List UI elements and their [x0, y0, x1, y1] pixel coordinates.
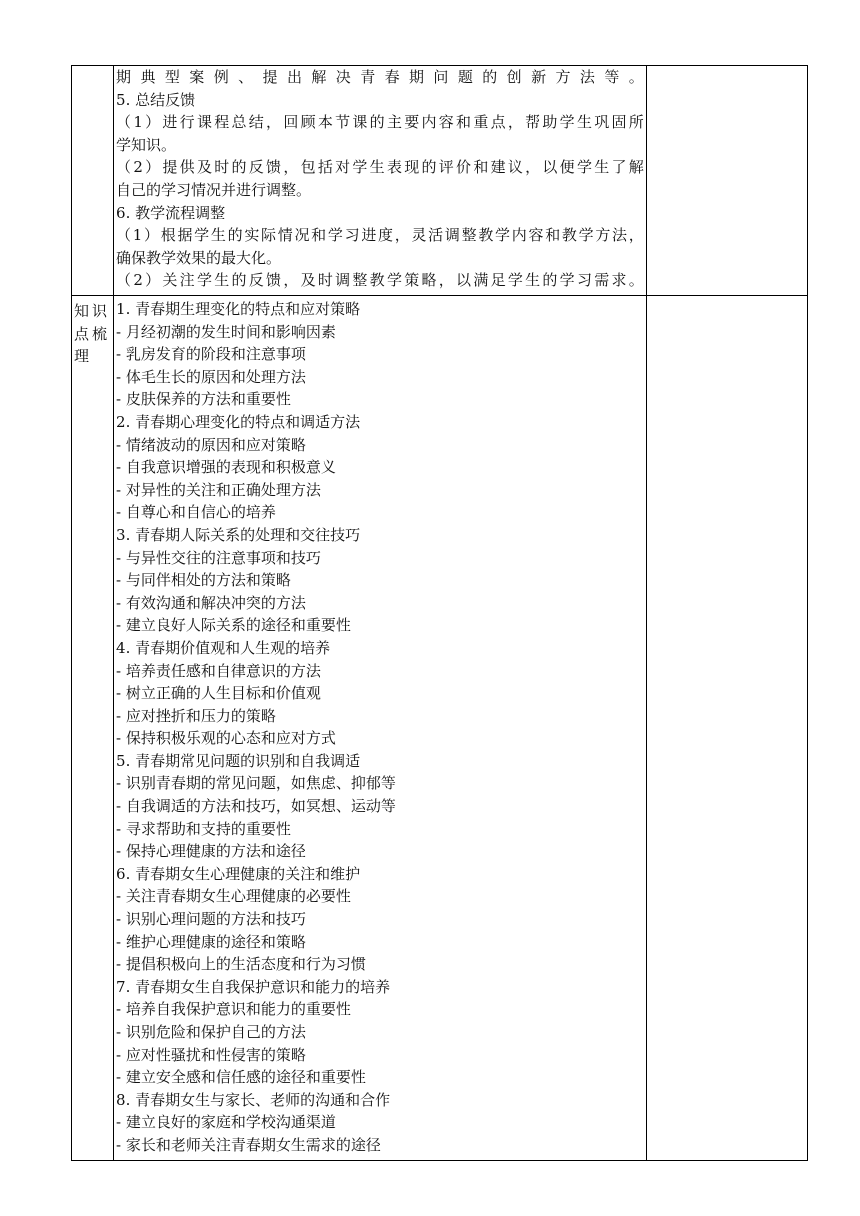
text-line: （2）提供及时的反馈，包括对学生表现的评价和建议，以便学生了解	[116, 158, 644, 177]
text-line: （1）根据学生的实际情况和学习进度，灵活调整教学内容和教学方法，	[116, 226, 644, 245]
text-line: 4. 青春期价值观和人生观的培养	[116, 638, 331, 657]
text-line: 自己的学习情况并进行调整。	[116, 180, 312, 199]
text-line: 5. 青春期常见问题的识别和自我调适	[116, 751, 361, 770]
text-line: - 自我调适的方法和技巧，如冥想、运动等	[116, 797, 396, 816]
text-line: - 提倡积极向上的生活态度和行为习惯	[116, 955, 366, 974]
teaching-process-content	[114, 66, 647, 296]
text-line: - 识别危险和保护自己的方法	[116, 1023, 306, 1041]
text-line: - 月经初潮的发生时间和影响因素	[116, 322, 336, 341]
text-line: - 关注青春期女生心理健康的必要性	[116, 887, 351, 906]
text-line: 3. 青春期人际关系的处理和交往技巧	[116, 525, 361, 544]
text-line: 确保教学效果的最大化。	[116, 248, 282, 267]
lesson-plan-table	[71, 65, 808, 1161]
notes-cell	[646, 296, 807, 1161]
text-line: - 维护心理健康的途径和策略	[116, 932, 306, 951]
text-line: （2）关注学生的反馈，及时调整教学策略，以满足学生的学习需求。	[116, 271, 644, 290]
table-row-teaching-process	[72, 66, 808, 296]
text-line: - 应对性骚扰和性侵害的策略	[116, 1045, 306, 1064]
text-line: （1）进行课程总结，回顾本节课的主要内容和重点，帮助学生巩固所	[116, 113, 644, 132]
text-line: - 培养自我保护意识和能力的重要性	[116, 1000, 351, 1019]
text-line: - 与异性交往的注意事项和技巧	[116, 548, 321, 567]
text-line: - 乳房发育的阶段和注意事项	[116, 345, 306, 364]
text-line: 6. 青春期女生心理健康的关注和维护	[116, 864, 361, 883]
text-line: - 有效沟通和解决冲突的方法	[116, 593, 306, 612]
text-line: 5. 总结反馈	[116, 90, 196, 109]
text-line: - 皮肤保养的方法和重要性	[116, 390, 291, 409]
text-line: 2. 青春期心理变化的特点和调适方法	[116, 412, 361, 431]
text-line: 学知识。	[116, 135, 177, 154]
text-line: - 培养责任感和自律意识的方法	[116, 661, 321, 680]
text-line: - 树立正确的人生目标和价值观	[116, 684, 321, 703]
text-line: - 自尊心和自信心的培养	[116, 503, 276, 522]
text-line: - 建立良好人际关系的途径和重要性	[116, 616, 351, 635]
table-row-knowledge-points	[72, 296, 808, 1161]
text-line: - 对异性的关注和正确处理方法	[116, 480, 321, 499]
text-line: 8. 青春期女生与家长、老师的沟通和合作	[116, 1090, 391, 1109]
text-line: 期典型案例、提出解决青春期问题的创新方法等。	[116, 68, 644, 86]
text-line: - 家长和老师关注青春期女生需求的途径	[116, 1135, 381, 1154]
text-line: 7. 青春期女生自我保护意识和能力的培养	[116, 977, 391, 996]
text-line: - 保持心理健康的方法和途径	[116, 842, 306, 861]
notes-cell	[646, 66, 807, 296]
text-line: - 建立安全感和信任感的途径和重要性	[116, 1068, 366, 1087]
text-line: - 保持积极乐观的心态和应对方式	[116, 729, 336, 748]
text-line: - 寻求帮助和支持的重要性	[116, 819, 291, 838]
row-label-knowledge-points: 知识点梳理	[72, 296, 114, 1161]
knowledge-points-content	[114, 296, 647, 1161]
text-line: - 与同伴相处的方法和策略	[116, 571, 291, 590]
text-line: - 情绪波动的原因和应对策略	[116, 435, 306, 454]
text-line: 6. 教学流程调整	[116, 203, 226, 222]
row-label-empty	[72, 66, 114, 296]
text-line: - 识别青春期的常见问题，如焦虑、抑郁等	[116, 774, 396, 793]
text-line: - 体毛生长的原因和处理方法	[116, 367, 306, 386]
text-line: 1. 青春期生理变化的特点和应对策略	[116, 300, 361, 318]
text-line: - 建立良好的家庭和学校沟通渠道	[116, 1113, 336, 1132]
text-line: - 自我意识增强的表现和积极意义	[116, 458, 336, 477]
text-line: - 应对挫折和压力的策略	[116, 706, 276, 725]
text-line: - 识别心理问题的方法和技巧	[116, 910, 306, 929]
